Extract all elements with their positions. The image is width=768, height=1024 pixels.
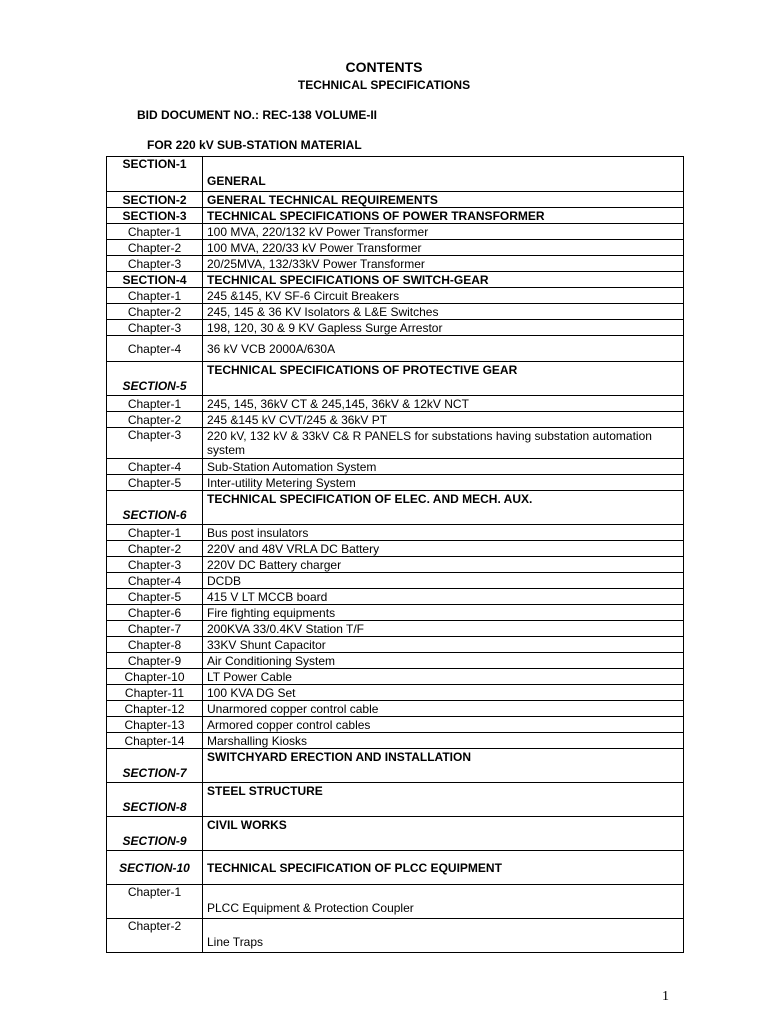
page-number: 1 <box>662 989 669 1004</box>
section-row <box>107 817 684 851</box>
chapter-number: Chapter-2 <box>107 304 203 320</box>
chapter-title: Unarmored copper control cable <box>203 701 684 717</box>
chapter-title: Sub-Station Automation System <box>203 459 684 475</box>
contents-table <box>106 156 684 953</box>
chapter-number: Chapter-4 <box>107 573 203 589</box>
chapter-number: Chapter-1 <box>107 224 203 240</box>
chapter-row <box>107 304 684 320</box>
chapter-title: 245 &145 kV CVT/245 & 36kV PT <box>203 412 684 428</box>
chapter-title: 100 MVA, 220/33 kV Power Transformer <box>203 240 684 256</box>
section-title: TECHNICAL SPECIFICATIONS OF PROTECTIVE GEAR <box>203 362 684 396</box>
chapter-title: 200KVA 33/0.4KV Station T/F <box>203 621 684 637</box>
chapter-title: Fire fighting equipments <box>203 605 684 621</box>
chapter-row <box>107 288 684 304</box>
chapter-number: Chapter-4 <box>107 336 203 362</box>
chapter-title: PLCC Equipment & Protection Coupler <box>203 885 684 919</box>
chapter-row <box>107 412 684 428</box>
chapter-row <box>107 573 684 589</box>
chapter-title: 33KV Shunt Capacitor <box>203 637 684 653</box>
section-row <box>107 783 684 817</box>
chapter-number: Chapter-3 <box>107 256 203 272</box>
chapter-title: 220 kV, 132 kV & 33kV C& R PANELS for substations having substation automation system <box>203 428 684 459</box>
chapter-row <box>107 701 684 717</box>
chapter-number: Chapter-7 <box>107 621 203 637</box>
chapter-number: Chapter-2 <box>107 240 203 256</box>
chapter-title: Line Traps <box>203 919 684 953</box>
chapter-number: Chapter-9 <box>107 653 203 669</box>
chapter-title: 220V and 48V VRLA DC Battery <box>203 541 684 557</box>
chapter-number: Chapter-4 <box>107 459 203 475</box>
chapter-title: Armored copper control cables <box>203 717 684 733</box>
chapter-number: Chapter-8 <box>107 637 203 653</box>
chapter-title: 245, 145, 36kV CT & 245,145, 36kV & 12kV NCT <box>203 396 684 412</box>
section-row <box>107 491 684 525</box>
chapter-row <box>107 240 684 256</box>
section-number: SECTION-1 <box>107 157 203 192</box>
section-row <box>107 851 684 885</box>
section-row <box>107 157 684 192</box>
chapter-row <box>107 336 684 362</box>
contents-table-body <box>107 157 684 953</box>
chapter-row <box>107 459 684 475</box>
contents-title: CONTENTS <box>345 59 423 75</box>
chapter-number: Chapter-13 <box>107 717 203 733</box>
chapter-title: Bus post insulators <box>203 525 684 541</box>
chapter-number: Chapter-14 <box>107 733 203 749</box>
chapter-row <box>107 256 684 272</box>
chapter-row <box>107 541 684 557</box>
chapter-row <box>107 320 684 336</box>
section-title: CIVIL WORKS <box>203 817 684 851</box>
section-number: SECTION-4 <box>107 272 203 288</box>
chapter-title: 36 kV VCB 2000A/630A <box>203 336 684 362</box>
chapter-row <box>107 475 684 491</box>
section-title: GENERAL TECHNICAL REQUIREMENTS <box>203 192 684 208</box>
contents-subtitle: TECHNICAL SPECIFICATIONS <box>297 78 471 92</box>
bid-document-line: BID DOCUMENT NO.: REC-138 VOLUME-II <box>137 108 378 122</box>
chapter-row <box>107 653 684 669</box>
section-row <box>107 208 684 224</box>
chapter-row <box>107 717 684 733</box>
chapter-row <box>107 525 684 541</box>
chapter-row <box>107 733 684 749</box>
chapter-title: LT Power Cable <box>203 669 684 685</box>
section-title: TECHNICAL SPECIFICATION OF PLCC EQUIPMENT <box>203 851 684 885</box>
section-title: TECHNICAL SPECIFICATIONS OF POWER TRANSFORMER <box>203 208 684 224</box>
chapter-row <box>107 428 684 459</box>
chapter-title: Air Conditioning System <box>203 653 684 669</box>
chapter-number: Chapter-12 <box>107 701 203 717</box>
section-number: SECTION-5 <box>107 362 203 396</box>
chapter-number: Chapter-3 <box>107 557 203 573</box>
chapter-number: Chapter-10 <box>107 669 203 685</box>
chapter-number: Chapter-6 <box>107 605 203 621</box>
chapter-title: 415 V LT MCCB board <box>203 589 684 605</box>
section-number: SECTION-9 <box>107 817 203 851</box>
chapter-number: Chapter-2 <box>107 919 203 953</box>
chapter-row <box>107 669 684 685</box>
section-title: GENERAL <box>203 157 684 192</box>
chapter-row <box>107 589 684 605</box>
chapter-title: 100 MVA, 220/132 kV Power Transformer <box>203 224 684 240</box>
section-row <box>107 272 684 288</box>
section-number: SECTION-3 <box>107 208 203 224</box>
chapter-number: Chapter-1 <box>107 525 203 541</box>
chapter-number: Chapter-1 <box>107 288 203 304</box>
section-number: SECTION-6 <box>107 491 203 525</box>
chapter-row <box>107 224 684 240</box>
chapter-row <box>107 557 684 573</box>
chapter-number: Chapter-2 <box>107 541 203 557</box>
chapter-title: DCDB <box>203 573 684 589</box>
chapter-number: Chapter-1 <box>107 396 203 412</box>
section-row <box>107 362 684 396</box>
section-number: SECTION-7 <box>107 749 203 783</box>
chapter-number: Chapter-11 <box>107 685 203 701</box>
chapter-row <box>107 396 684 412</box>
section-number: SECTION-2 <box>107 192 203 208</box>
chapter-number: Chapter-3 <box>107 320 203 336</box>
chapter-row <box>107 637 684 653</box>
scope-line: FOR 220 kV SUB-STATION MATERIAL <box>147 138 362 152</box>
chapter-number: Chapter-5 <box>107 475 203 491</box>
chapter-title: 220V DC Battery charger <box>203 557 684 573</box>
chapter-row <box>107 685 684 701</box>
section-number: SECTION-8 <box>107 783 203 817</box>
section-title: TECHNICAL SPECIFICATIONS OF SWITCH-GEAR <box>203 272 684 288</box>
chapter-row <box>107 885 684 919</box>
section-number: SECTION-10 <box>107 851 203 885</box>
section-title: TECHNICAL SPECIFICATION OF ELEC. AND MECH. AUX. <box>203 491 684 525</box>
chapter-title: Inter-utility Metering System <box>203 475 684 491</box>
chapter-title: 245 &145, KV SF-6 Circuit Breakers <box>203 288 684 304</box>
chapter-title: Marshalling Kiosks <box>203 733 684 749</box>
section-title: STEEL STRUCTURE <box>203 783 684 817</box>
chapter-title: 20/25MVA, 132/33kV Power Transformer <box>203 256 684 272</box>
chapter-number: Chapter-2 <box>107 412 203 428</box>
chapter-number: Chapter-3 <box>107 428 203 459</box>
chapter-row <box>107 605 684 621</box>
section-row <box>107 192 684 208</box>
chapter-row <box>107 919 684 953</box>
section-title: SWITCHYARD ERECTION AND INSTALLATION <box>203 749 684 783</box>
chapter-number: Chapter-5 <box>107 589 203 605</box>
chapter-title: 100 KVA DG Set <box>203 685 684 701</box>
section-row <box>107 749 684 783</box>
chapter-number: Chapter-1 <box>107 885 203 919</box>
chapter-title: 245, 145 & 36 KV Isolators & L&E Switches <box>203 304 684 320</box>
chapter-row <box>107 621 684 637</box>
chapter-title: 198, 120, 30 & 9 KV Gapless Surge Arrestor <box>203 320 684 336</box>
